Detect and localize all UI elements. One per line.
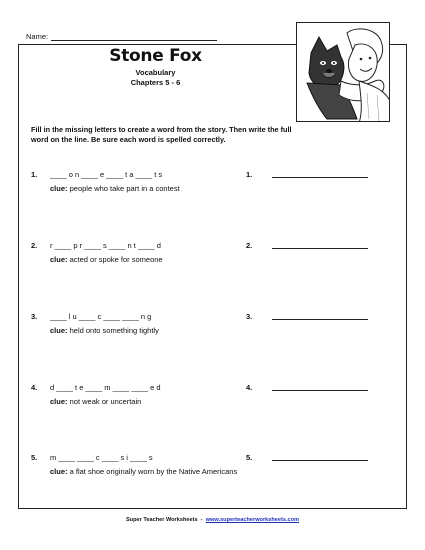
item-number: 5. [31,453,38,462]
clue-label: clue: [50,326,68,335]
item-number: 2. [31,241,38,250]
worksheet-header [18,46,293,87]
answer-number: 2. [246,241,253,250]
missing-letters-puzzle: r ____ p r ____ s ____ n t ____ d [50,241,161,250]
name-label: Name: [26,32,49,41]
footer-brand: Super Teacher Worksheets [125,517,198,523]
missing-letters-puzzle: ____ l u ____ c ____ ____ n g [50,312,152,321]
clue-label: clue: [50,255,68,264]
answer-line[interactable] [272,390,368,391]
page-subtitle: Vocabulary [135,68,176,77]
missing-letters-puzzle: ____ o n ____ e ____ t a ____ t s [50,170,163,179]
page-title: Stone Fox [109,46,202,66]
clue-label: clue: [50,184,68,193]
answer-line[interactable] [272,460,368,461]
item-clue [50,255,163,264]
answer-number: 4. [246,383,253,392]
name-field[interactable] [26,32,217,41]
missing-letters-puzzle: m ____ ____ c ____ s i ____ s [50,453,153,462]
item-clue [50,184,180,193]
clue-text: held onto something tightly [69,326,159,335]
item-number: 3. [31,312,38,321]
missing-letters-puzzle: d ____ t e ____ m ____ ____ e d [50,383,161,392]
clue-text: acted or spoke for someone [69,255,163,264]
chapters-label: Chapters 5 - 6 [130,78,181,87]
item-number: 1. [31,170,38,179]
answer-line[interactable] [272,248,368,249]
vocab-item-2 [31,241,391,271]
instructions-text: Fill in the missing letters to create a word from the story. Then write the full word on the line. Be sure each word is spelled correctly. [31,125,292,144]
answer-number: 5. [246,453,253,462]
vocab-item-3 [31,312,391,342]
item-clue [50,326,159,335]
clue-text: not weak or uncertain [69,397,142,406]
answer-number: 3. [246,312,253,321]
clue-label: clue: [50,397,68,406]
clue-text: a flat shoe originally worn by the Native Americans [69,467,238,476]
vocab-item-4 [31,383,391,413]
answer-line[interactable] [272,177,368,178]
clue-text: people who take part in a contest [69,184,180,193]
vocab-item-1 [31,170,391,200]
item-clue [50,397,141,406]
answer-number: 1. [246,170,253,179]
footer-separator: - [200,517,203,523]
page-footer [0,517,425,523]
vocab-item-5 [31,453,391,483]
name-line[interactable] [51,33,217,41]
clue-label: clue: [50,467,68,476]
footer-link[interactable]: www.superteacherworksheets.com [205,517,300,523]
boy-and-dog-illustration [296,22,390,122]
item-number: 4. [31,383,38,392]
item-clue [50,467,237,476]
answer-line[interactable] [272,319,368,320]
